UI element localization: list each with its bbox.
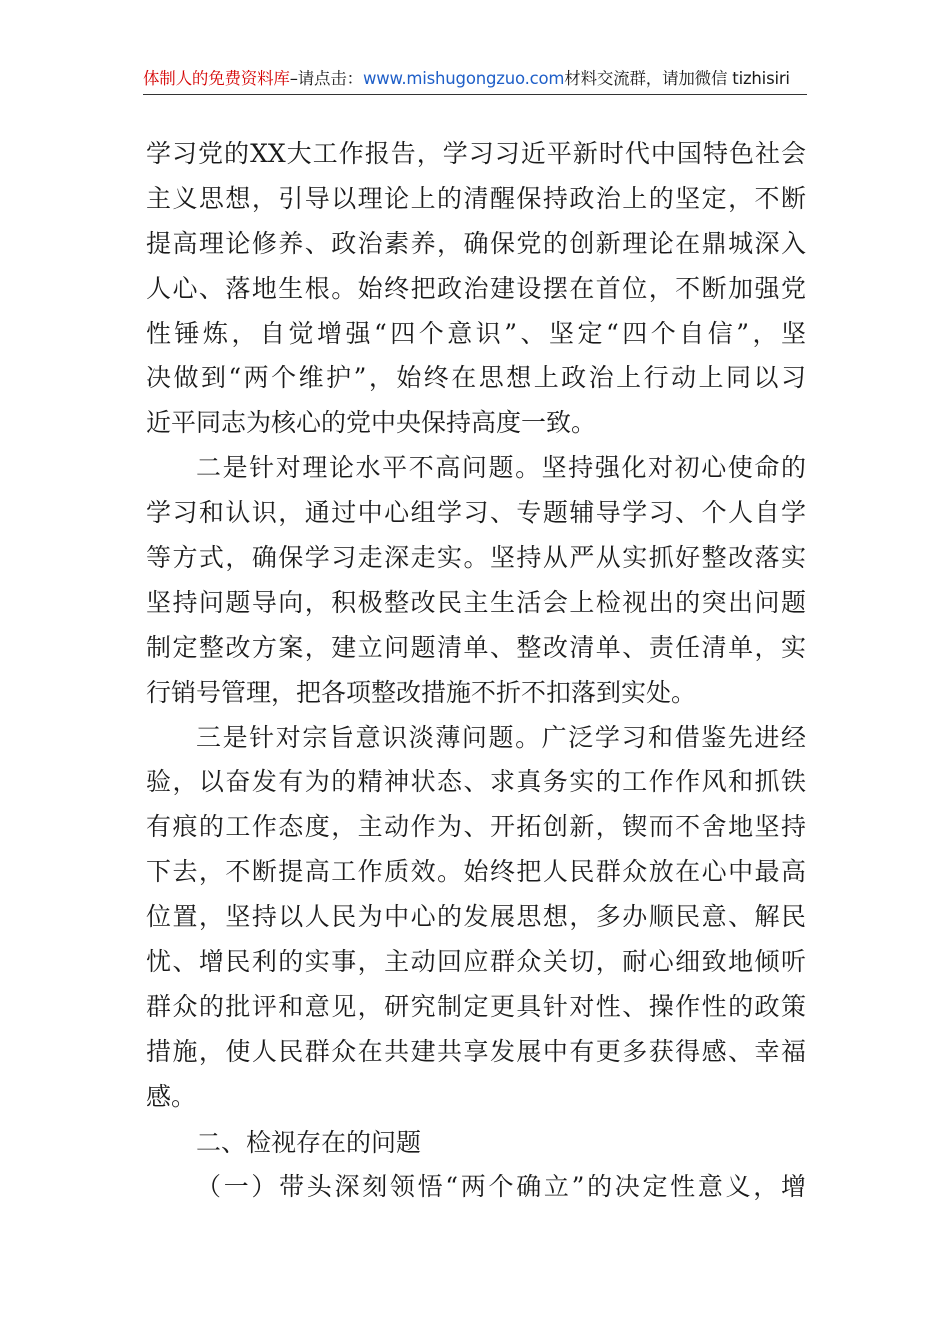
text-line: 忧、增民利的实事，主动回应群众关切，耐心细致地倾听 [146,947,806,977]
body-text [146,132,806,1120]
text-line: 主义思想，引导以理论上的清醒保持政治上的坚定，不断 [146,183,806,213]
text-line: 等方式，确保学习走深走实。坚持从严从实抓好整改落实 [146,543,806,573]
text-line: 提高理论修养、政治素养，确保党的创新理论在鼎城深入 [146,228,806,258]
text-line: 感。 [146,1081,197,1111]
section-heading: 二、检视存在的问题 [196,1127,422,1157]
header-prompt: –请点击： [289,69,363,88]
document-body [146,132,806,1209]
text-line: 近平同志为核心的党中央保持高度一致。 [146,408,597,438]
page-header [143,64,807,95]
text-line: 决做到“两个维护”，始终在思想上政治上行动上同以习 [146,363,806,393]
header-link[interactable]: www.mishugongzuo.com [362,69,565,88]
text-line: 人心、落地生根。始终把政治建设摆在首位，不断加强党 [146,273,806,303]
text-line: 有痕的工作态度，主动作为、开拓创新，锲而不舍地坚持 [146,812,806,842]
text-line: 位置，坚持以人民为中心的发展思想，多办顺民意、解民 [146,902,806,932]
text-line: 三是针对宗旨意识淡薄问题。广泛学习和借鉴先进经 [196,722,806,752]
text-line: 下去，不断提高工作质效。始终把人民群众放在心中最高 [146,857,806,887]
text-line: 性锤炼，自觉增强“四个意识”、坚定“四个自信”，坚 [146,318,806,348]
header-contact: 材料交流群，请加微信 tizhisiri [564,69,790,88]
text-line: 行销号管理，把各项整改措施不折不扣落到实处。 [146,677,697,707]
text-line: 二是针对理论水平不高问题。坚持强化对初心使命的 [196,453,806,483]
text-line: 学习和认识，通过中心组学习、专题辅导学习、个人自学 [146,498,806,528]
text-line: 坚持问题导向，积极整改民主生活会上检视出的突出问题 [146,587,806,617]
text-line: 措施，使人民群众在共建共享发展中有更多获得感、幸福 [146,1036,806,1066]
text-line: 制定整改方案，建立问题清单、整改清单、责任清单，实 [146,632,806,662]
text-line: 群众的批评和意见，研究制定更具针对性、操作性的政策 [146,991,806,1021]
header-brand: 体制人的免费资料库 [143,69,290,88]
text-line: 学习党的XX大工作报告，学习习近平新时代中国特色社会 [146,139,806,168]
final-paragraph-line: （一）带头深刻领悟“两个确立”的决定性意义，增 [196,1171,806,1201]
text-line: 验，以奋发有为的精神状态、求真务实的工作作风和抓铁 [146,767,806,797]
